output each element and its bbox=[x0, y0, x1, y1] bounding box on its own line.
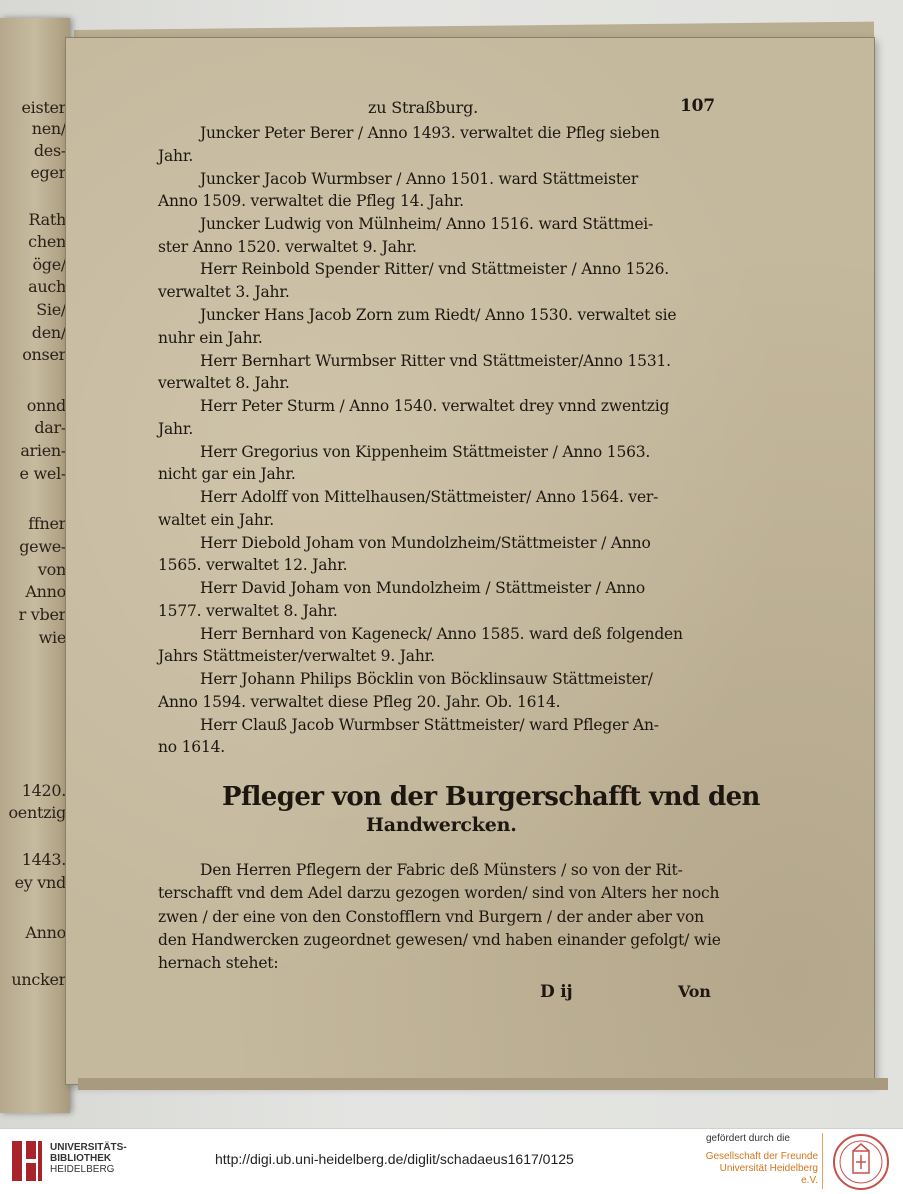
left-page-fragment: arien- bbox=[20, 441, 66, 460]
left-page-fragment: ey vnd bbox=[14, 873, 66, 892]
page-number: 107 bbox=[680, 96, 715, 116]
footer-bar bbox=[0, 1128, 903, 1194]
university-library-logo-icon[interactable] bbox=[8, 1137, 44, 1185]
left-page-fragment: 1420. bbox=[21, 781, 66, 800]
left-page-fragment: chen bbox=[28, 232, 66, 251]
text-line: verwaltet 3. Jahr. bbox=[158, 283, 290, 301]
text-line: Jahr. bbox=[158, 420, 194, 438]
text-line: Juncker Hans Jacob Zorn zum Riedt/ Anno 1530. verwaltet sie bbox=[200, 306, 677, 324]
society-name-line: Universität Heidelberg e.V. bbox=[719, 1163, 818, 1186]
library-name-line: UNIVERSITÄTS- bbox=[50, 1142, 127, 1153]
text-line: Herr Adolff von Mittelhausen/Stättmeister/ Anno 1564. ver- bbox=[200, 488, 659, 506]
left-page-fragment: eister bbox=[21, 98, 66, 117]
left-page-fragment: r vber bbox=[18, 605, 66, 624]
section-title: Pfleger von der Burgerschafft vnd den bbox=[222, 782, 760, 812]
text-line: nicht gar ein Jahr. bbox=[158, 465, 296, 483]
text-line: Herr Diebold Joham von Mundolzheim/Stättmeister / Anno bbox=[200, 534, 651, 552]
catchword: Von bbox=[678, 982, 711, 1001]
left-page-fragment: nen/ bbox=[31, 119, 66, 138]
signature-mark: D ij bbox=[540, 982, 573, 1002]
left-page-fragment: e wel- bbox=[19, 464, 66, 483]
text-line: Herr Bernhard von Kageneck/ Anno 1585. ward deß folgenden bbox=[200, 625, 683, 643]
left-page-fragment: auch bbox=[28, 277, 66, 296]
library-name-line: HEIDELBERG bbox=[50, 1164, 115, 1175]
left-page-fragment: oentzig bbox=[8, 803, 66, 822]
funded-by-label: gefördert durch die bbox=[706, 1133, 790, 1144]
divider bbox=[822, 1133, 823, 1189]
left-page-fragment: dar- bbox=[34, 418, 66, 437]
left-page-fragment: eger bbox=[30, 163, 66, 182]
text-line: nuhr ein Jahr. bbox=[158, 329, 263, 347]
text-line: Juncker Jacob Wurmbser / Anno 1501. ward Stättmeister bbox=[200, 170, 639, 188]
text-line: Juncker Ludwig von Mülnheim/ Anno 1516. ward Stättmei- bbox=[200, 215, 654, 233]
text-line: Herr David Joham von Mundolzheim / Stättmeister / Anno bbox=[200, 579, 646, 597]
left-page-fragment: Rath bbox=[28, 210, 66, 229]
paragraph-line: zwen / der eine von den Constofflern vnd Burgern / der ander aber von bbox=[158, 908, 704, 926]
left-page-fragment: Anno bbox=[25, 582, 66, 601]
left-page-fragment: gewe- bbox=[19, 537, 66, 556]
text-line: 1565. verwaltet 12. Jahr. bbox=[158, 556, 348, 574]
left-page-fragment: wie bbox=[38, 628, 66, 647]
text-line: Juncker Peter Berer / Anno 1493. verwaltet die Pfleg sieben bbox=[200, 124, 660, 142]
text-line: Herr Peter Sturm / Anno 1540. verwaltet drey vnnd zwentzig bbox=[200, 397, 670, 415]
text-line: Herr Johann Philips Böcklin von Böcklinsauw Stättmeister/ bbox=[200, 670, 653, 688]
paragraph-line: hernach stehet: bbox=[158, 954, 279, 972]
text-line: 1577. verwaltet 8. Jahr. bbox=[158, 602, 338, 620]
text-line: Jahr. bbox=[158, 147, 194, 165]
left-page-fragment: öge/ bbox=[32, 255, 66, 274]
society-name-line: Gesellschaft der Freunde bbox=[705, 1151, 818, 1162]
text-line: Herr Bernhart Wurmbser Ritter vnd Stättmeister/Anno 1531. bbox=[200, 352, 671, 370]
paragraph-line: den Handwercken zugeordnet gewesen/ vnd haben einander gefolgt/ wie bbox=[158, 931, 721, 949]
left-page-fragment: onser bbox=[22, 345, 66, 364]
left-page-fragment: ffner bbox=[28, 514, 66, 533]
text-line: Anno 1509. verwaltet die Pfleg 14. Jahr. bbox=[158, 192, 464, 210]
text-line: verwaltet 8. Jahr. bbox=[158, 374, 290, 392]
running-head: zu Straßburg. bbox=[368, 98, 479, 117]
text-line: Jahrs Stättmeister/verwaltet 9. Jahr. bbox=[158, 647, 435, 665]
left-page-fragment: von bbox=[37, 560, 66, 579]
university-seal-icon[interactable] bbox=[832, 1133, 890, 1191]
left-page-fragment: onnd bbox=[26, 396, 66, 415]
text-line: waltet ein Jahr. bbox=[158, 511, 274, 529]
page-edge-bottom bbox=[78, 1078, 888, 1090]
text-line: Herr Clauß Jacob Wurmbser Stättmeister/ ward Pfleger An- bbox=[200, 716, 659, 734]
left-page-fragment: des- bbox=[33, 141, 66, 160]
text-line: Anno 1594. verwaltet diese Pfleg 20. Jahr. Ob. 1614. bbox=[158, 693, 561, 711]
text-line: no 1614. bbox=[158, 738, 226, 756]
left-page-fragment: Anno bbox=[25, 923, 66, 942]
library-name bbox=[50, 1142, 160, 1175]
left-facing-page bbox=[0, 18, 70, 1113]
permalink-url[interactable]: http://digi.ub.uni-heidelberg.de/diglit/schadaeus1617/0125 bbox=[215, 1151, 574, 1167]
left-page-fragment: uncker bbox=[11, 970, 66, 989]
library-name-line: BIBLIOTHEK bbox=[50, 1153, 112, 1164]
society-name[interactable] bbox=[700, 1151, 818, 1187]
paragraph-line: Den Herren Pflegern der Fabric deß Münsters / so von der Rit- bbox=[200, 861, 683, 879]
left-page-fragment: den/ bbox=[31, 323, 66, 342]
text-line: Herr Reinbold Spender Ritter/ vnd Stättmeister / Anno 1526. bbox=[200, 260, 670, 278]
text-line: Herr Gregorius von Kippenheim Stättmeister / Anno 1563. bbox=[200, 443, 651, 461]
left-page-fragment: 1443. bbox=[21, 850, 66, 869]
text-line: ster Anno 1520. verwaltet 9. Jahr. bbox=[158, 238, 417, 256]
left-page-fragment: Sie/ bbox=[36, 300, 66, 319]
section-subtitle: Handwercken. bbox=[366, 814, 517, 836]
paragraph-line: terschafft vnd dem Adel darzu gezogen worden/ sind von Alters her noch bbox=[158, 884, 720, 902]
